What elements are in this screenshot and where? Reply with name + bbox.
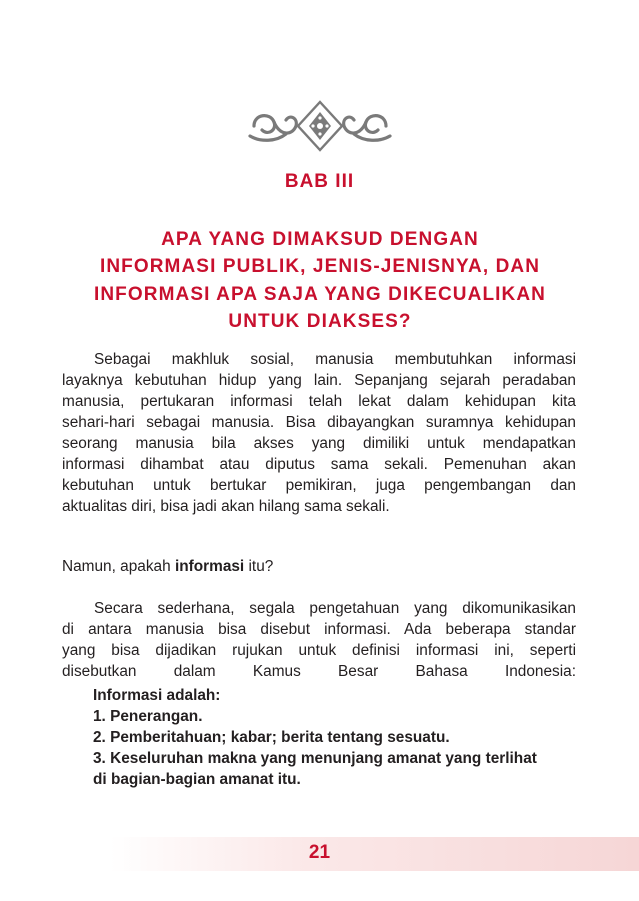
- definition-item: 3. Keseluruhan makna yang menunjang amanat yang terlihat: [93, 750, 537, 767]
- batik-flourish-ornament-icon: [0, 96, 639, 156]
- chapter-heading: BAB III: [284, 171, 355, 192]
- definition-item: 1. Penerangan.: [93, 708, 203, 725]
- paragraph-line: yang bisa dijadikan rujukan untuk definisi informasi ini, seperti: [62, 642, 576, 659]
- paragraph-line: sehari-hari sebagai manusia. Bisa dibayangkan suramnya kehidupan: [62, 414, 576, 431]
- question-text-after: itu?: [244, 558, 274, 575]
- title-line: UNTUK DIAKSES?: [228, 310, 412, 332]
- paragraph-line: aktualitas diri, bisa jadi akan hilang sama sekali.: [62, 498, 390, 515]
- question-line: [62, 556, 576, 577]
- paragraph-line: informasi dihambat atau diputus sama sekali. Pemenuhan akan: [62, 456, 576, 473]
- title-line: INFORMASI PUBLIK, JENIS-JENISNYA, DAN: [99, 256, 541, 278]
- intro-paragraph: [62, 349, 576, 517]
- paragraph-line: Secara sederhana, segala pengetahuan yang dikomunikasikan: [94, 600, 576, 617]
- paragraph-line: di antara manusia bisa disebut informasi. Ada beberapa standar: [62, 621, 576, 638]
- dictionary-definition: [93, 685, 583, 790]
- question-text-before: Namun, apakah: [62, 558, 175, 575]
- definition-item: di bagian-bagian amanat itu.: [93, 771, 301, 788]
- paragraph-line: disebutkan dalam Kamus Besar Bahasa Indonesia:: [62, 663, 576, 680]
- chapter-title: [55, 226, 585, 335]
- definition-heading: Informasi adalah:: [93, 687, 221, 704]
- paragraph-line: manusia, pertukaran informasi telah lekat dalam kehidupan kita: [62, 393, 576, 410]
- definition-intro-paragraph: [62, 598, 576, 682]
- question-bold-term: informasi: [174, 558, 245, 575]
- title-line: INFORMASI APA SAJA YANG DIKECUALIKAN: [93, 283, 546, 305]
- paragraph-line: Sebagai makhluk sosial, manusia membutuhkan informasi: [94, 351, 576, 368]
- paragraph-line: seorang manusia bila akses yang dimiliki untuk mendapatkan: [62, 435, 576, 452]
- title-line: APA YANG DIMAKSUD DENGAN: [161, 229, 479, 250]
- paragraph-line: kebutuhan untuk bertukar pemikiran, juga pengembangan dan: [62, 477, 576, 494]
- page-number: 21: [308, 842, 331, 863]
- definition-item: 2. Pemberitahuan; kabar; berita tentang sesuatu.: [93, 729, 450, 746]
- paragraph-line: layaknya kebutuhan hidup yang lain. Sepanjang sejarah peradaban: [62, 372, 576, 389]
